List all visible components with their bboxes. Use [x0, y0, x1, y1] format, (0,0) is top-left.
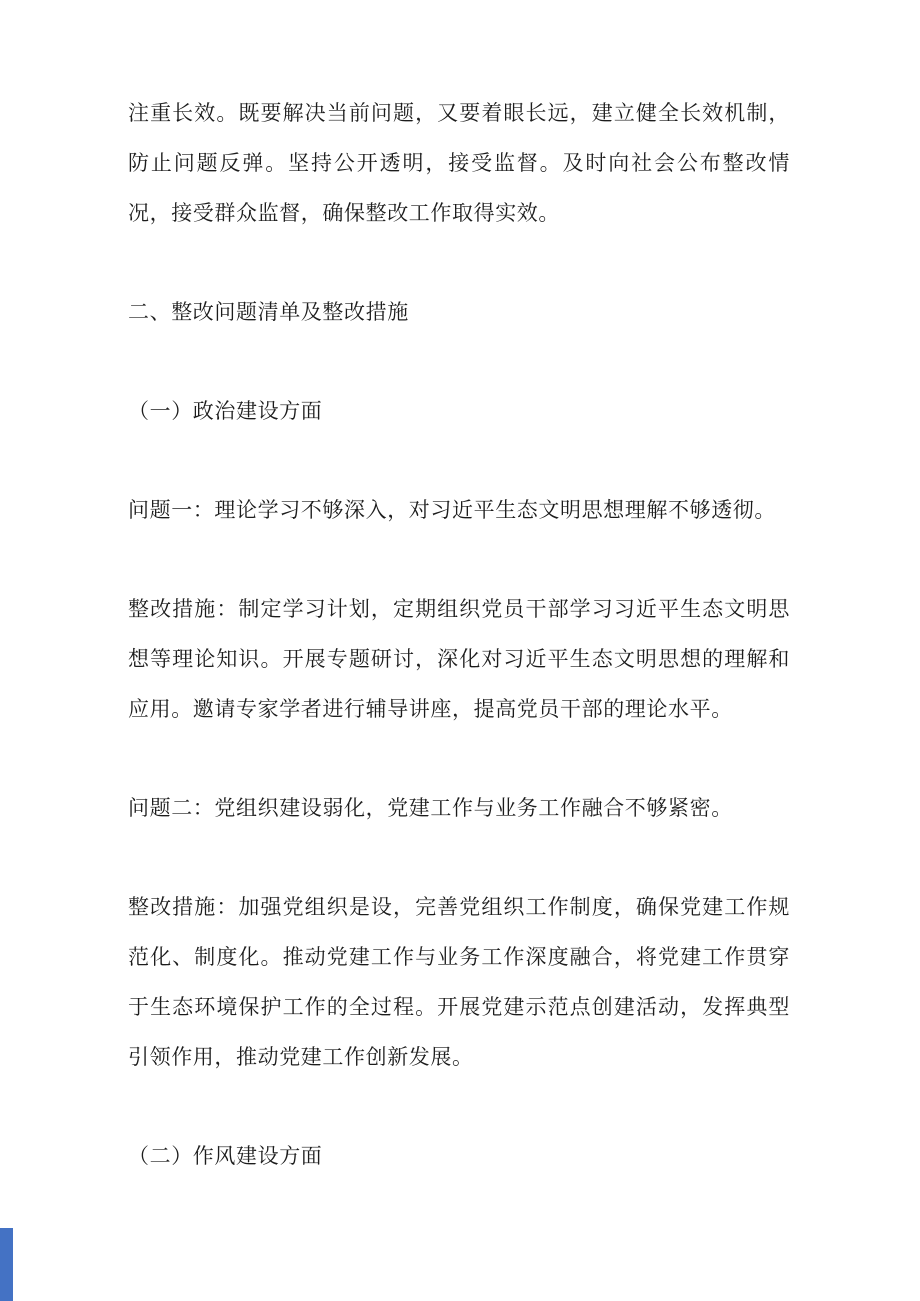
heading-level2: （一）政治建设方面: [128, 399, 323, 423]
paragraph: 整改措施：制定学习计划，定期组织党员干部学习习近平生态文明思想等理论知识。开展专题研讨，深化对习近平生态文明思想的理解和应用。邀请专家学者进行辅导讲座，提高党员干部的理论水平。: [128, 597, 790, 721]
heading-level1: 二、整改问题清单及整改措施: [128, 300, 409, 324]
paragraph: 问题一：理论学习不够深入，对习近平生态文明思想理解不够透彻。: [128, 498, 776, 522]
left-edge-scroll-indicator[interactable]: [0, 1228, 13, 1301]
heading-level2: （二）作风建设方面: [128, 1144, 323, 1168]
document-body: [128, 0, 790, 1230]
paragraph: 注重长效。既要解决当前问题，又要着眼长远，建立健全长效机制，防止问题反弹。坚持公开透明，接受监督。及时向社会公布整改情况，接受群众监督，确保整改工作取得实效。: [128, 101, 790, 225]
paragraph: 整改措施：加强党组织是设，完善党组织工作制度，确保党建工作规范化、制度化。推动党建工作与业务工作深度融合，将党建工作贯穿于生态环境保护工作的全过程。开展党建示范点创建活动，发挥典型引领作用，推动党建工作创新发展。: [128, 895, 790, 1069]
paragraph: 问题二：党组织建设弱化，党建工作与业务工作融合不够紧密。: [128, 796, 733, 820]
